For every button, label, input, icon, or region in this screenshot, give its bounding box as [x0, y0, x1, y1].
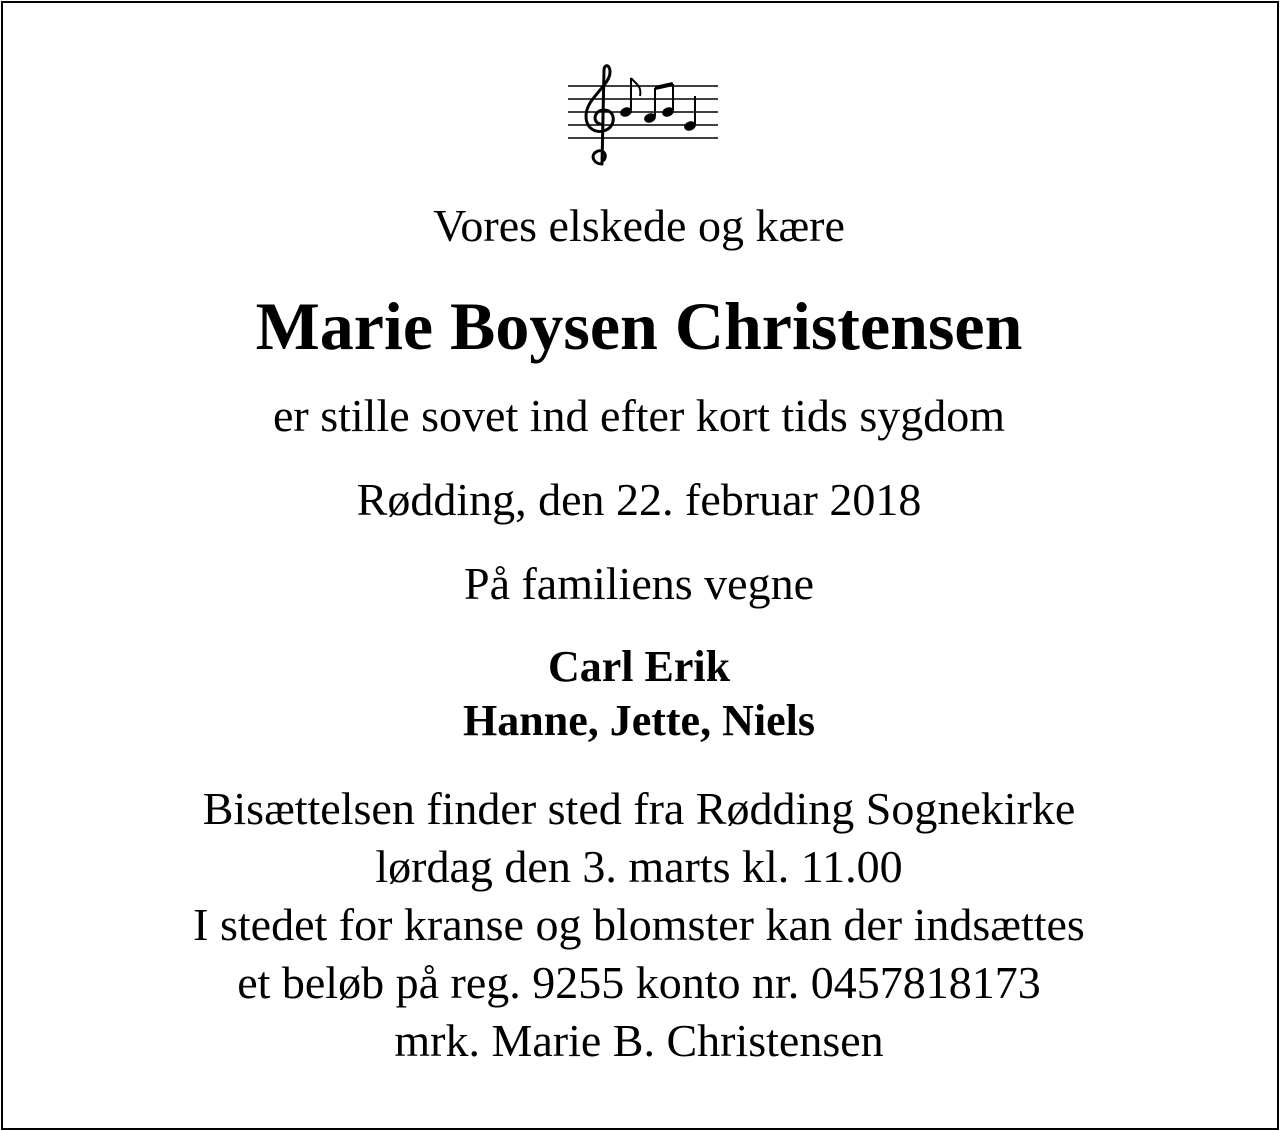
signer-name: Carl Erik: [547, 642, 731, 691]
funeral-info-line: Bisættelsen finder sted fra Rødding Sognekirke: [202, 783, 1076, 834]
intro-text: Vores elskede og kære: [433, 200, 845, 251]
funeral-info-line: mrk. Marie B. Christensen: [394, 1015, 884, 1066]
death-statement: er stille sovet ind efter kort tids sygdom: [272, 390, 1006, 441]
funeral-info-line: I stedet for kranse og blomster kan der indsættes: [193, 899, 1085, 950]
signer-name: Hanne, Jette, Niels: [463, 696, 815, 745]
music-notes-icon: [564, 60, 720, 172]
funeral-info-line: lørdag den 3. marts kl. 11.00: [375, 841, 903, 892]
on-behalf-text: På familiens vegne: [463, 558, 814, 609]
funeral-info-line: et beløb på reg. 9255 konto nr. 0457818173: [237, 957, 1041, 1008]
place-date: Rødding, den 22. februar 2018: [356, 474, 922, 525]
deceased-name: Marie Boysen Christensen: [255, 288, 1023, 364]
